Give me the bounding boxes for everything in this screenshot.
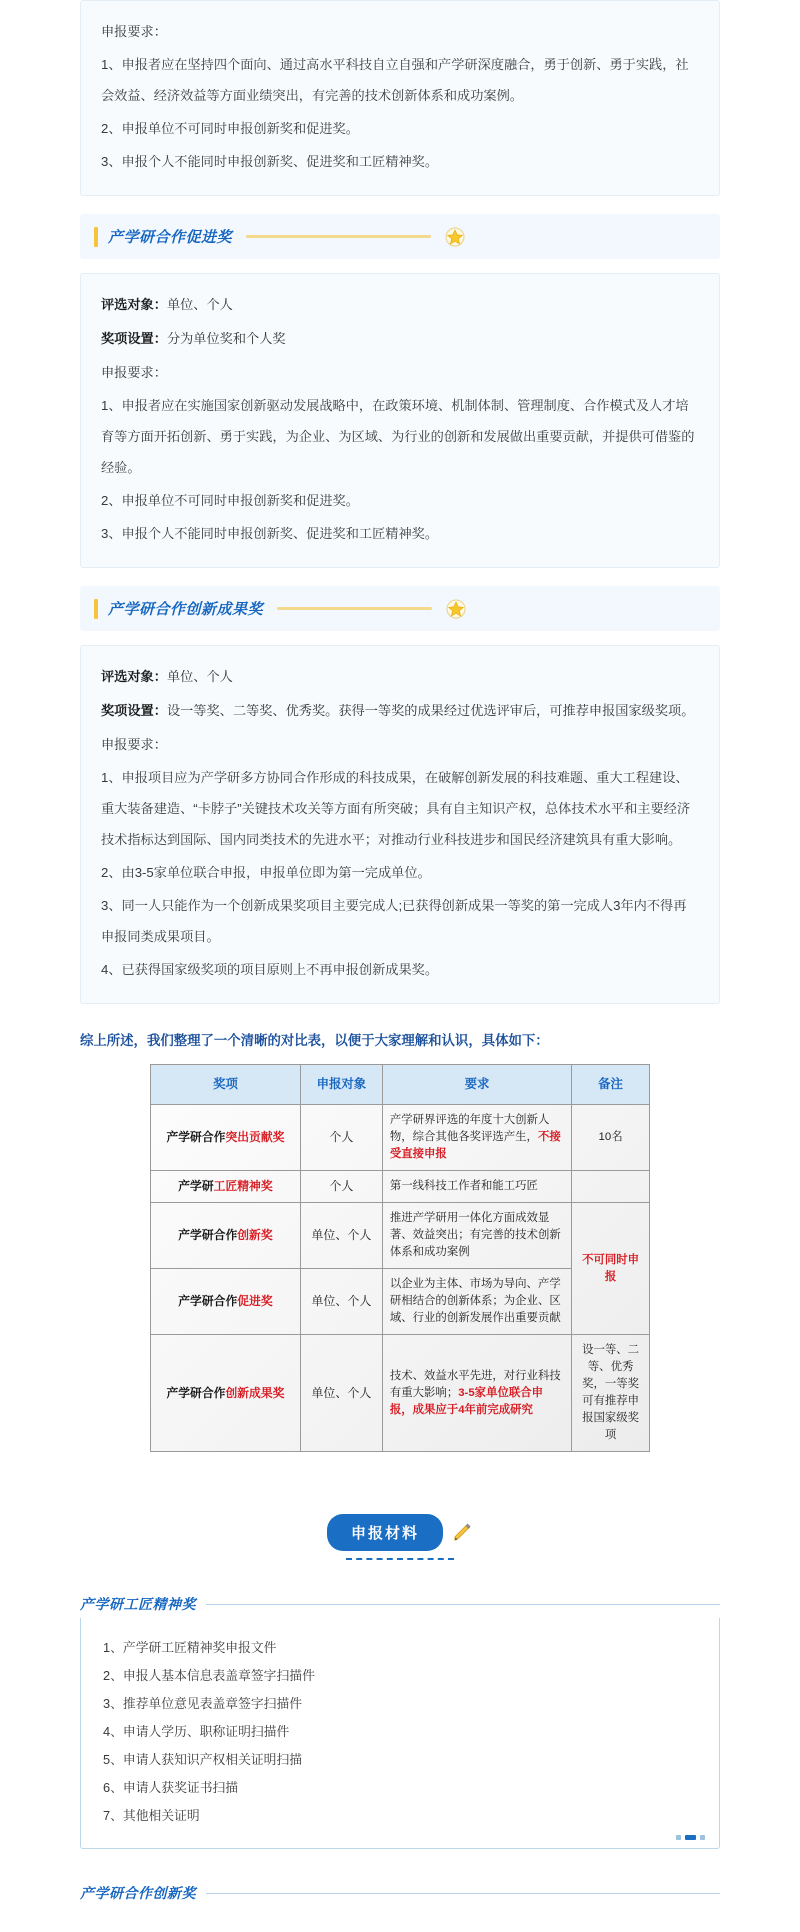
award-panel-2 — [80, 273, 720, 568]
comparison-table — [150, 1064, 650, 1452]
table-row — [151, 1203, 650, 1269]
list-item: 7、其他相关证明 — [103, 1808, 200, 1823]
col-req: 要求 — [382, 1065, 571, 1105]
section3-req-label: 申报要求： — [101, 737, 167, 752]
cell-object: 个人 — [300, 1105, 382, 1171]
section2-item-2: 2、申报单位不可同时申报创新奖和促进奖。 — [101, 493, 359, 508]
accent-bar — [94, 227, 98, 247]
req-plain: 产学研界评选的年度十大创新人物，综合其他各奖评选产生， — [389, 1114, 550, 1143]
award-prefix: 产学研合作 — [178, 1228, 238, 1242]
dot-active[interactable] — [685, 1835, 696, 1840]
req-plain: 第一线科技工作者和能工巧匠 — [389, 1180, 538, 1192]
materials-next-title: 产学研合作创新奖 — [80, 1885, 196, 1901]
section2-item-3: 3、申报个人不能同时申报创新奖、促进奖和工匠精神奖。 — [101, 526, 439, 541]
materials-header-craftsman — [80, 1594, 720, 1614]
award-highlight: 创新成果奖 — [225, 1385, 285, 1400]
cell-object: 单位、个人 — [300, 1335, 382, 1452]
header-rule — [206, 1893, 720, 1894]
section-title: 产学研合作促进奖 — [108, 229, 233, 246]
award-panel-1 — [80, 0, 720, 196]
award-panel-3 — [80, 645, 720, 1004]
section2-setting-value: 分为单位奖和个人奖 — [166, 331, 286, 346]
comparison-table-wrapper — [80, 1064, 720, 1452]
section3-object-value: 单位、个人 — [166, 669, 233, 684]
star-icon — [445, 227, 465, 247]
award-prefix: 产学研 — [178, 1179, 214, 1193]
section2-object-value: 单位、个人 — [166, 297, 233, 312]
table-row — [151, 1171, 650, 1203]
section3-item-3: 3、同一人只能作为一个创新成果奖项目主要完成人;已获得创新成果一等奖的第一完成人3年内不得再申报同类成果项目。 — [101, 898, 687, 944]
cell-requirement — [382, 1335, 571, 1452]
block1-item-2: 2、申报单位不可同时申报创新奖和促进奖。 — [101, 121, 359, 136]
award-highlight: 工匠精神奖 — [213, 1179, 273, 1193]
cell-award — [151, 1105, 301, 1171]
section3-object-row — [101, 660, 699, 694]
section2-object-label: 评选对象： — [101, 297, 167, 312]
cell-award — [151, 1335, 301, 1452]
list-item: 3、推荐单位意见表盖章签字扫描件 — [103, 1696, 303, 1711]
cell-requirement — [382, 1203, 571, 1269]
table-row — [151, 1105, 650, 1171]
award-prefix: 产学研合作 — [178, 1294, 238, 1308]
cell-award — [151, 1269, 301, 1335]
section2-req-label: 申报要求： — [101, 365, 167, 380]
block1-item-3: 3、申报个人不能同时申报创新奖、促进奖和工匠精神奖。 — [101, 154, 439, 169]
materials-box — [80, 1618, 720, 1849]
header-rule — [206, 1604, 720, 1605]
section3-item-2: 2、由3-5家单位联合申报，申报单位即为第一完成单位。 — [101, 865, 431, 880]
apply-material-row — [327, 1514, 473, 1551]
section3-object-label: 评选对象： — [101, 669, 167, 684]
block1-req-label: 申报要求： — [101, 24, 167, 39]
content-wrapper — [80, 0, 720, 1932]
section2-object-row — [101, 288, 699, 322]
col-object: 申报对象 — [300, 1065, 382, 1105]
list-item: 1、产学研工匠精神奖申报文件 — [103, 1640, 277, 1655]
cell-award — [151, 1203, 301, 1269]
summary-text: 综上所述，我们整理了一个清晰的对比表，以便于大家理解和认识，具体如下： — [80, 1033, 549, 1048]
dot-1[interactable] — [676, 1835, 681, 1840]
note-highlight: 不可同时申报 — [582, 1253, 640, 1283]
cell-object: 单位、个人 — [300, 1269, 382, 1335]
cell-note — [572, 1171, 650, 1203]
table-header-row — [151, 1065, 650, 1105]
section3-setting-row — [101, 694, 699, 728]
award-prefix: 产学研合作 — [166, 1130, 226, 1144]
apply-material-button[interactable]: 申报材料 — [327, 1514, 443, 1551]
req-plain: 技术、效益水平先进，对行业科技有重大影响； — [389, 1369, 561, 1399]
req-highlight: 不接受直接申报 — [389, 1131, 561, 1160]
cell-requirement — [382, 1105, 571, 1171]
req-plain: 以企业为主体、市场为导向、产学研相结合的创新体系；为企业、区域、行业的创新发展作出重要贡献 — [389, 1278, 561, 1324]
section3-setting-label: 奖项设置： — [101, 703, 167, 718]
list-item: 6、申请人获奖证书扫描 — [103, 1780, 239, 1795]
star-icon — [446, 599, 466, 619]
divider-line — [277, 607, 432, 610]
cell-note: 10名 — [572, 1105, 650, 1171]
pencil-icon — [451, 1522, 473, 1544]
col-note: 备注 — [572, 1065, 650, 1105]
materials-header-innovation — [80, 1883, 720, 1903]
req-highlight: 3-5家单位联合申报，成果应于4年前完成研究 — [389, 1386, 544, 1416]
award-highlight: 促进奖 — [237, 1294, 273, 1308]
divider-line — [246, 235, 431, 238]
table-row — [151, 1335, 650, 1452]
list-item: 2、申报人基本信息表盖章签字扫描件 — [103, 1668, 315, 1683]
list-item: 5、申请人获知识产权相关证明扫描 — [103, 1752, 303, 1767]
cell-note-merged — [572, 1203, 650, 1335]
dashed-underline — [346, 1558, 454, 1560]
cell-award — [151, 1171, 301, 1203]
cell-object: 单位、个人 — [300, 1203, 382, 1269]
award-highlight: 突出贡献奖 — [225, 1130, 285, 1144]
section-header-innovation-result-award — [80, 586, 720, 631]
list-item: 4、申请人学历、职称证明扫描件 — [103, 1724, 290, 1739]
section3-item-4: 4、已获得国家级奖项的项目原则上不再申报创新成果奖。 — [101, 962, 439, 977]
cell-object: 个人 — [300, 1171, 382, 1203]
section-header-promotion-award — [80, 214, 720, 259]
block1-item-1: 1、申报者应在坚持四个面向、通过高水平科技自立自强和产学研深度融合，勇于创新、勇于实践，社会效益、经济效益等方面业绩突出，有完善的技术创新体系和成功案例。 — [101, 57, 689, 103]
section3-item-1: 1、申报项目应为产学研多方协同合作形成的科技成果，在破解创新发展的科技难题、重大工程建设、重大装备建造、“卡脖子”关键技术攻关等方面有所突破；具有自主知识产权，总体技术水平和主要经济技术指标达到国际、国内同类技术的先进水平；对推动行业科技进步和国民经济建筑具有重大影响。 — [101, 770, 691, 847]
col-award: 奖项 — [151, 1065, 301, 1105]
section2-setting-label: 奖项设置： — [101, 331, 167, 346]
apply-material-zone — [80, 1514, 720, 1560]
cell-note: 设一等、二等、优秀奖，一等奖可有推荐申报国家级奖项 — [572, 1335, 650, 1452]
section-title: 产学研合作创新成果奖 — [108, 601, 264, 618]
materials-title: 产学研工匠精神奖 — [80, 1596, 196, 1612]
carousel-dots[interactable] — [676, 1835, 705, 1840]
award-highlight: 创新奖 — [237, 1228, 273, 1242]
section3-setting-value: 设一等奖、二等奖、优秀奖。获得一等奖的成果经过优选评审后，可推荐申报国家级奖项。 — [166, 703, 695, 718]
accent-bar — [94, 599, 98, 619]
section2-setting-row — [101, 322, 699, 356]
cell-requirement — [382, 1171, 571, 1203]
cell-requirement — [382, 1269, 571, 1335]
award-prefix: 产学研合作 — [166, 1385, 226, 1400]
section2-item-1: 1、申报者应在实施国家创新驱动发展战略中，在政策环境、机制体制、管理制度、合作模式及人才培育等方面开拓创新、勇于实践，为企业、为区域、为行业的创新和发展做出重要贡献，并提供可借鉴的经验。 — [101, 398, 695, 475]
dot-3[interactable] — [700, 1835, 705, 1840]
req-plain: 推进产学研用一体化方面成效显著、效益突出；有完善的技术创新体系和成功案例 — [389, 1212, 561, 1258]
